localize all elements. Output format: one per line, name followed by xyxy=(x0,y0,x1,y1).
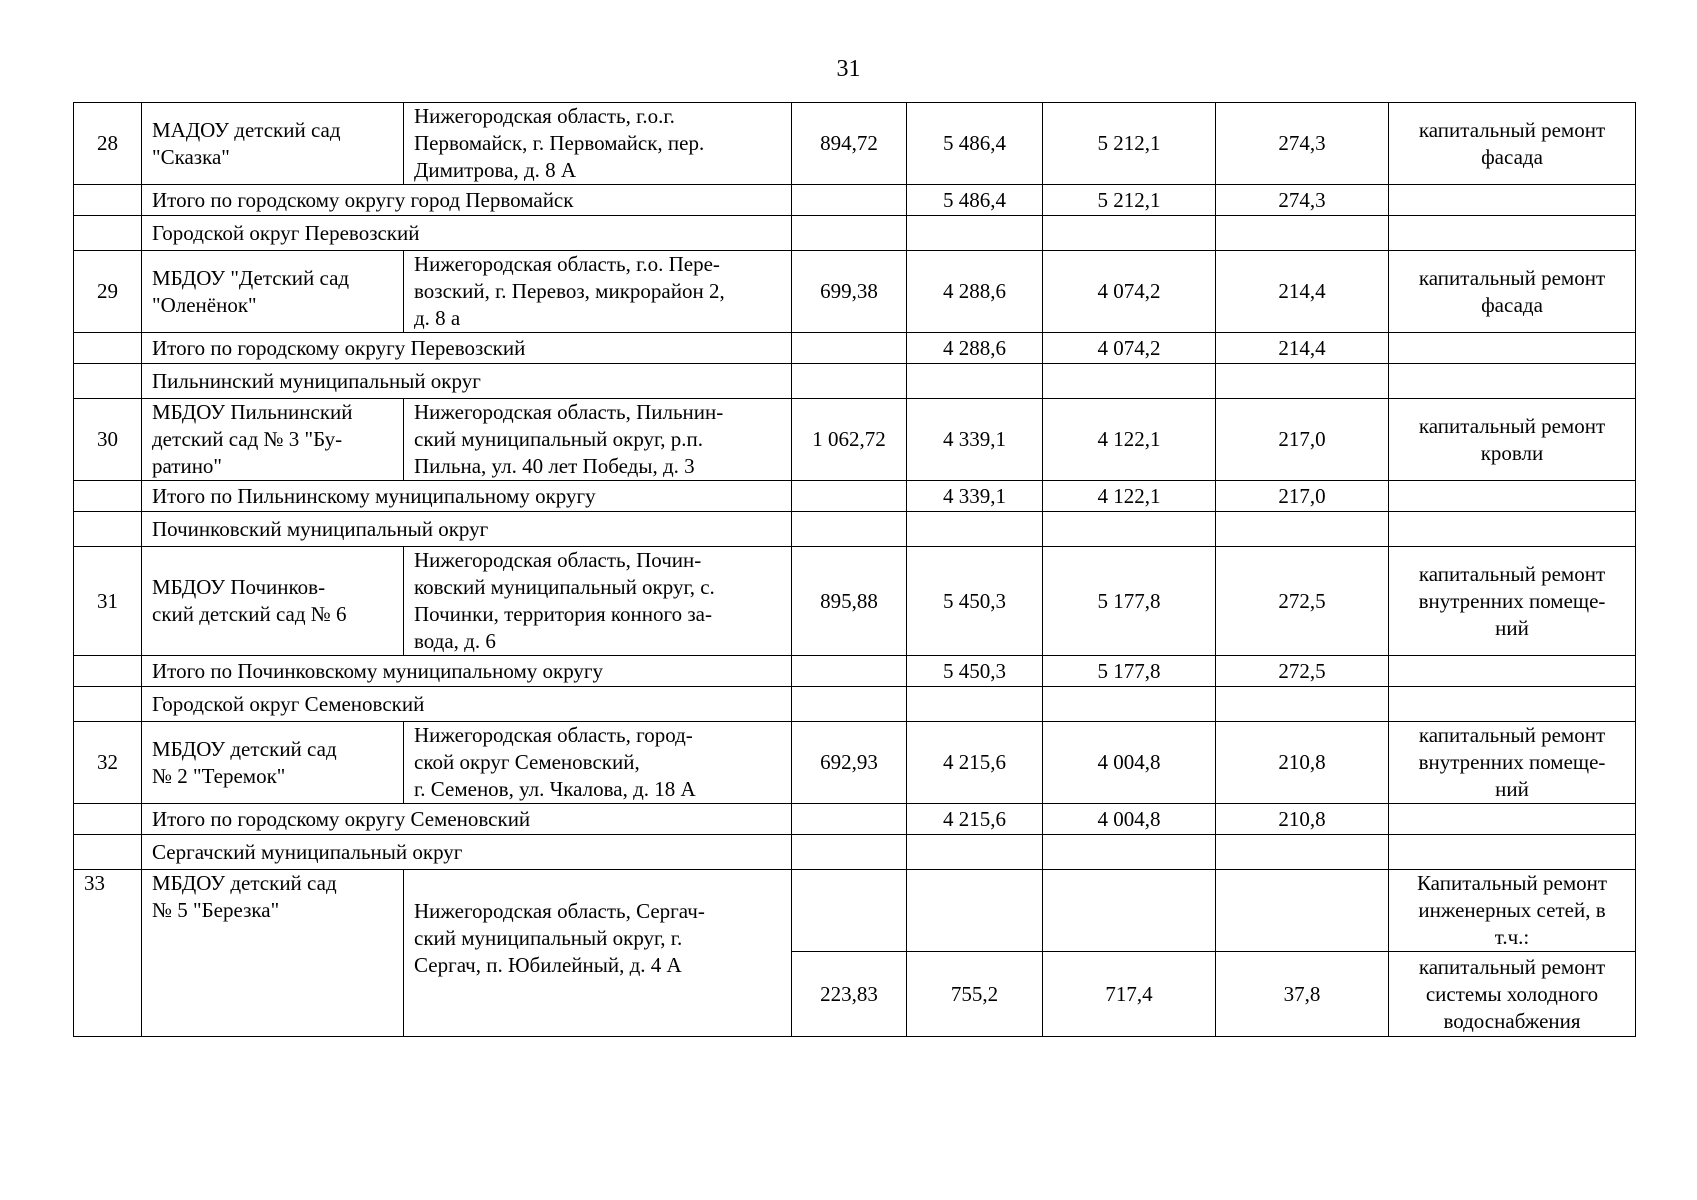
empty-cell xyxy=(74,364,142,399)
total-value: 4 339,1 xyxy=(907,481,1043,512)
local-value: 214,4 xyxy=(1216,333,1389,364)
local-value: 37,8 xyxy=(1216,952,1389,1037)
empty-cell xyxy=(1043,216,1216,251)
work-type: Капитальный ремонт инженерных сетей, в т.ч.: xyxy=(1389,870,1636,952)
institution-name: МБДОУ детский сад № 5 "Березка" xyxy=(142,870,404,1037)
work-type: капитальный ремонт внутренних помеще- ний xyxy=(1389,722,1636,804)
empty-cell xyxy=(1389,687,1636,722)
total-value: 5 486,4 xyxy=(907,103,1043,185)
row-number: 28 xyxy=(74,103,142,185)
group-row xyxy=(74,687,1636,722)
institution-name: МБДОУ Починков- ский детский сад № 6 xyxy=(142,547,404,656)
total-value: 4 339,1 xyxy=(907,399,1043,481)
area-value: 692,93 xyxy=(792,722,907,804)
regional-value: 4 074,2 xyxy=(1043,333,1216,364)
subtotal-row xyxy=(74,185,1636,216)
institution-name: МБДОУ "Детский сад "Оленёнок" xyxy=(142,251,404,333)
empty-cell xyxy=(1043,870,1216,952)
empty-cell xyxy=(74,216,142,251)
local-value: 214,4 xyxy=(1216,251,1389,333)
total-value: 5 486,4 xyxy=(907,185,1043,216)
empty-cell xyxy=(1389,804,1636,835)
group-label: Пильнинский муниципальный округ xyxy=(142,364,792,399)
empty-cell xyxy=(1216,512,1389,547)
total-value: 4 288,6 xyxy=(907,333,1043,364)
address: Нижегородская область, Сергач- ский муниципальный округ, г. Сергач, п. Юбилейный, д. 4 А xyxy=(404,870,792,1037)
empty-cell xyxy=(1043,512,1216,547)
total-value: 755,2 xyxy=(907,952,1043,1037)
empty-cell xyxy=(792,656,907,687)
empty-cell xyxy=(907,364,1043,399)
regional-value: 4 004,8 xyxy=(1043,722,1216,804)
total-value: 5 450,3 xyxy=(907,547,1043,656)
empty-cell xyxy=(1389,333,1636,364)
regional-value: 5 212,1 xyxy=(1043,185,1216,216)
institution-name: МАДОУ детский сад "Сказка" xyxy=(142,103,404,185)
regional-value: 4 004,8 xyxy=(1043,804,1216,835)
empty-cell xyxy=(792,687,907,722)
empty-cell xyxy=(907,870,1043,952)
group-row xyxy=(74,216,1636,251)
empty-cell xyxy=(1389,364,1636,399)
empty-cell xyxy=(1216,364,1389,399)
row-number: 33 xyxy=(74,870,142,1037)
local-value: 274,3 xyxy=(1216,185,1389,216)
table-row xyxy=(74,251,1636,333)
local-value: 272,5 xyxy=(1216,547,1389,656)
empty-cell xyxy=(792,835,907,870)
empty-cell xyxy=(907,687,1043,722)
table-row xyxy=(74,722,1636,804)
area-value: 1 062,72 xyxy=(792,399,907,481)
address: Нижегородская область, Почин- ковский муниципальный округ, с. Починки, территория конного за- вода, д. 6 xyxy=(404,547,792,656)
subtotal-label: Итого по городскому округу Семеновский xyxy=(142,804,792,835)
empty-cell xyxy=(74,512,142,547)
group-label: Починковский муниципальный округ xyxy=(142,512,792,547)
work-type: капитальный ремонт внутренних помеще- ний xyxy=(1389,547,1636,656)
local-value: 210,8 xyxy=(1216,722,1389,804)
empty-cell xyxy=(792,870,907,952)
total-value: 4 288,6 xyxy=(907,251,1043,333)
local-value: 274,3 xyxy=(1216,103,1389,185)
empty-cell xyxy=(792,185,907,216)
subtotal-row xyxy=(74,481,1636,512)
empty-cell xyxy=(74,333,142,364)
empty-cell xyxy=(1216,835,1389,870)
area-value: 895,88 xyxy=(792,547,907,656)
institution-name: МБДОУ Пильнинский детский сад № 3 "Бу- ратино" xyxy=(142,399,404,481)
address: Нижегородская область, г.о.г. Первомайск, г. Первомайск, пер. Димитрова, д. 8 А xyxy=(404,103,792,185)
empty-cell xyxy=(792,333,907,364)
empty-cell xyxy=(792,364,907,399)
area-value: 699,38 xyxy=(792,251,907,333)
group-row xyxy=(74,364,1636,399)
row-number: 32 xyxy=(74,722,142,804)
regional-value: 5 177,8 xyxy=(1043,547,1216,656)
empty-cell xyxy=(792,216,907,251)
local-value: 217,0 xyxy=(1216,399,1389,481)
regional-value: 4 074,2 xyxy=(1043,251,1216,333)
total-value: 4 215,6 xyxy=(907,804,1043,835)
local-value: 272,5 xyxy=(1216,656,1389,687)
total-value: 5 450,3 xyxy=(907,656,1043,687)
empty-cell xyxy=(907,512,1043,547)
address: Нижегородская область, г.о. Пере- возский, г. Перевоз, микрорайон 2, д. 8 а xyxy=(404,251,792,333)
regional-value: 717,4 xyxy=(1043,952,1216,1037)
group-row xyxy=(74,835,1636,870)
address: Нижегородская область, Пильнин- ский муниципальный округ, р.п. Пильна, ул. 40 лет Победы, д. 3 xyxy=(404,399,792,481)
empty-cell xyxy=(74,656,142,687)
empty-cell xyxy=(1216,216,1389,251)
table-row xyxy=(74,399,1636,481)
objects-table xyxy=(73,102,1636,1037)
empty-cell xyxy=(1389,512,1636,547)
subtotal-row xyxy=(74,333,1636,364)
local-value: 217,0 xyxy=(1216,481,1389,512)
row-number: 31 xyxy=(74,547,142,656)
local-value: 210,8 xyxy=(1216,804,1389,835)
work-type: капитальный ремонт системы холодного водоснабжения xyxy=(1389,952,1636,1037)
work-type: капитальный ремонт кровли xyxy=(1389,399,1636,481)
group-label: Городской округ Семеновский xyxy=(142,687,792,722)
table-row xyxy=(74,870,1636,952)
row-number: 30 xyxy=(74,399,142,481)
empty-cell xyxy=(1216,687,1389,722)
empty-cell xyxy=(1043,364,1216,399)
empty-cell xyxy=(1389,481,1636,512)
empty-cell xyxy=(1043,835,1216,870)
subtotal-label: Итого по городскому округу Перевозский xyxy=(142,333,792,364)
work-type: капитальный ремонт фасада xyxy=(1389,251,1636,333)
empty-cell xyxy=(792,512,907,547)
empty-cell xyxy=(74,185,142,216)
table-row xyxy=(74,547,1636,656)
empty-cell xyxy=(74,687,142,722)
empty-cell xyxy=(1389,656,1636,687)
subtotal-row xyxy=(74,804,1636,835)
total-value: 4 215,6 xyxy=(907,722,1043,804)
area-value: 223,83 xyxy=(792,952,907,1037)
empty-cell xyxy=(74,481,142,512)
empty-cell xyxy=(74,804,142,835)
regional-value: 4 122,1 xyxy=(1043,399,1216,481)
group-row xyxy=(74,512,1636,547)
address: Нижегородская область, город- ской округ Семеновский, г. Семенов, ул. Чкалова, д. 18 А xyxy=(404,722,792,804)
empty-cell xyxy=(1043,687,1216,722)
row-number: 29 xyxy=(74,251,142,333)
empty-cell xyxy=(792,481,907,512)
empty-cell xyxy=(74,835,142,870)
empty-cell xyxy=(1389,835,1636,870)
institution-name: МБДОУ детский сад № 2 "Теремок" xyxy=(142,722,404,804)
subtotal-label: Итого по Пильнинскому муниципальному округу xyxy=(142,481,792,512)
table-row xyxy=(74,103,1636,185)
page-number: 31 xyxy=(836,56,861,82)
regional-value: 5 177,8 xyxy=(1043,656,1216,687)
empty-cell xyxy=(907,835,1043,870)
subtotal-label: Итого по городскому округу город Первомайск xyxy=(142,185,792,216)
empty-cell xyxy=(907,216,1043,251)
group-label: Городской округ Перевозский xyxy=(142,216,792,251)
empty-cell xyxy=(1389,216,1636,251)
subtotal-label: Итого по Починковскому муниципальному округу xyxy=(142,656,792,687)
area-value: 894,72 xyxy=(792,103,907,185)
empty-cell xyxy=(792,804,907,835)
work-type: капитальный ремонт фасада xyxy=(1389,103,1636,185)
subtotal-row xyxy=(74,656,1636,687)
regional-value: 4 122,1 xyxy=(1043,481,1216,512)
regional-value: 5 212,1 xyxy=(1043,103,1216,185)
group-label: Сергачский муниципальный округ xyxy=(142,835,792,870)
empty-cell xyxy=(1216,870,1389,952)
empty-cell xyxy=(1389,185,1636,216)
